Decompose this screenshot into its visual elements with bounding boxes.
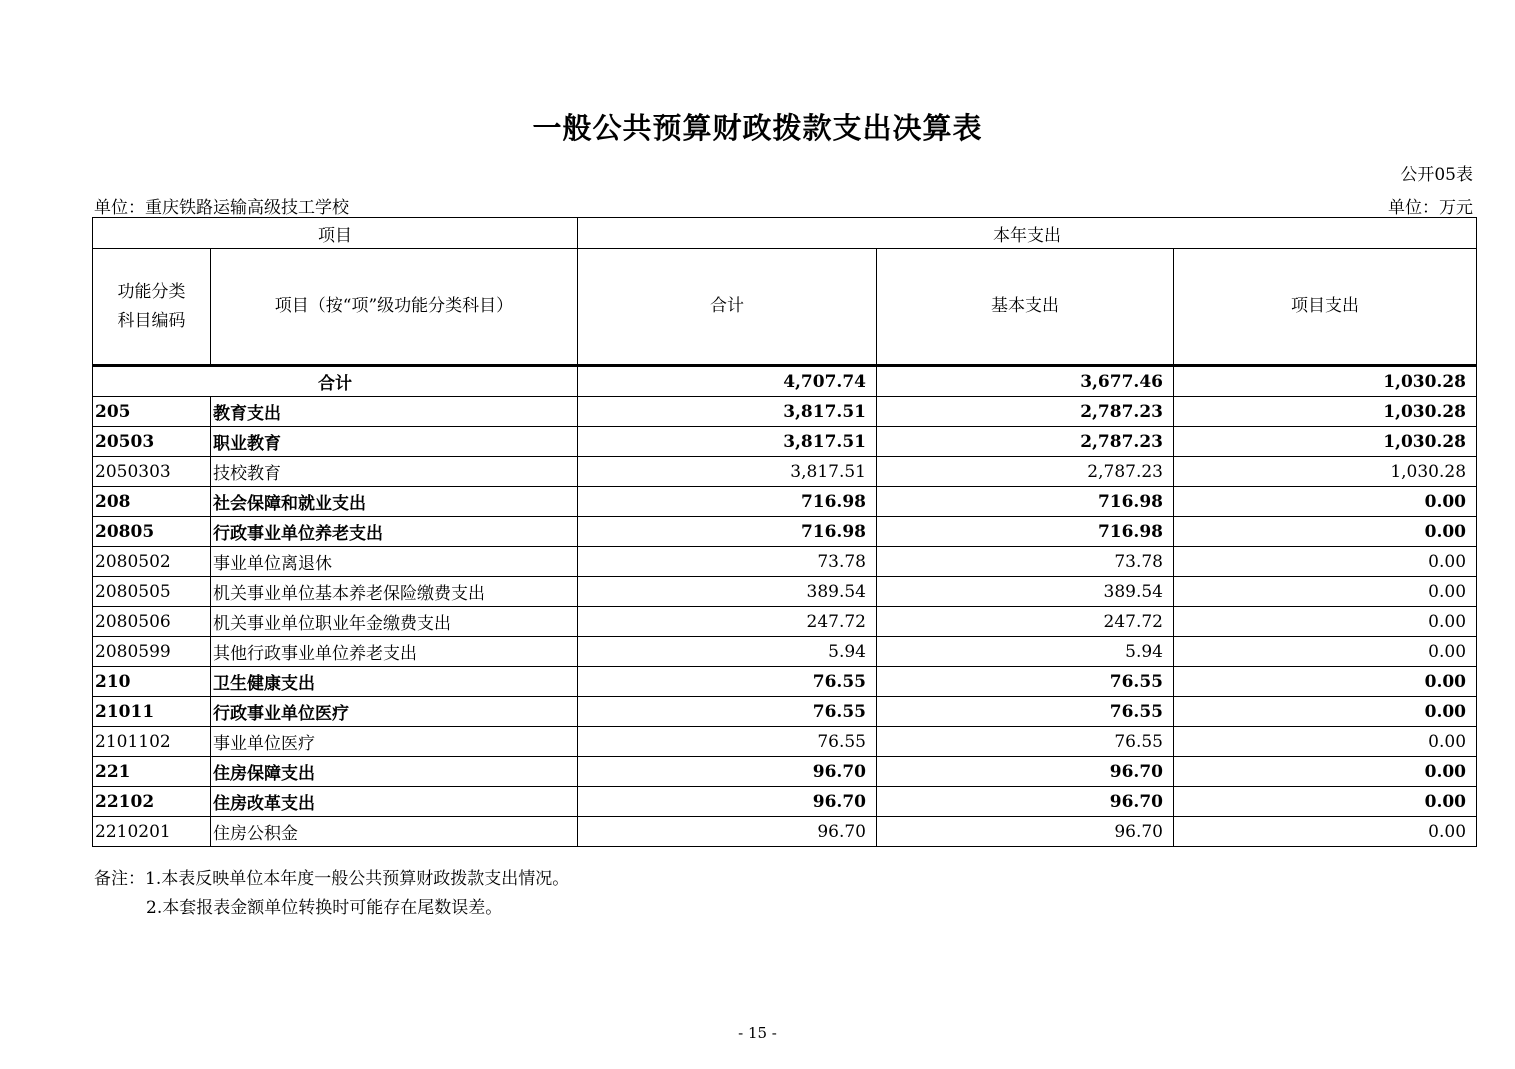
row-project: 0.00 (1174, 607, 1477, 637)
header-total: 合计 (578, 249, 877, 365)
row-name: 行政事业单位养老支出 (211, 517, 578, 547)
row-total: 76.55 (578, 667, 877, 697)
row-code: 2210201 (93, 817, 211, 847)
row-name: 住房公积金 (211, 817, 578, 847)
header-row-columns (93, 249, 1477, 365)
row-project: 0.00 (1174, 787, 1477, 817)
row-code: 205 (93, 397, 211, 427)
row-project: 0.00 (1174, 547, 1477, 577)
row-total: 716.98 (578, 517, 877, 547)
row-basic: 5.94 (877, 637, 1174, 667)
row-total: 247.72 (578, 607, 877, 637)
row-name: 社会保障和就业支出 (211, 487, 578, 517)
row-code: 210 (93, 667, 211, 697)
row-basic: 76.55 (877, 697, 1174, 727)
row-code: 22102 (93, 787, 211, 817)
total-total: 4,707.74 (578, 366, 877, 397)
row-name: 职业教育 (211, 427, 578, 457)
row-total: 96.70 (578, 787, 877, 817)
row-code: 2050303 (93, 457, 211, 487)
row-code: 2080506 (93, 607, 211, 637)
header-project-group: 项目 (93, 218, 578, 249)
row-total: 96.70 (578, 817, 877, 847)
header-project: 项目支出 (1174, 249, 1477, 365)
row-total: 96.70 (578, 757, 877, 787)
row-basic: 96.70 (877, 757, 1174, 787)
table-row (93, 427, 1477, 457)
note-1: 备注：1.本表反映单位本年度一般公共预算财政拨款支出情况。 (94, 869, 570, 889)
row-code: 221 (93, 757, 211, 787)
row-total: 76.55 (578, 697, 877, 727)
document-title: 一般公共预算财政拨款支出决算表 (532, 111, 983, 145)
table-row (93, 757, 1477, 787)
total-project: 1,030.28 (1174, 366, 1477, 397)
row-name: 住房保障支出 (211, 757, 578, 787)
row-project: 0.00 (1174, 667, 1477, 697)
row-basic: 389.54 (877, 577, 1174, 607)
table-row (93, 607, 1477, 637)
table-row (93, 697, 1477, 727)
table-row (93, 397, 1477, 427)
row-basic: 2,787.23 (877, 457, 1174, 487)
row-total: 5.94 (578, 637, 877, 667)
table-row (93, 667, 1477, 697)
row-basic: 96.70 (877, 817, 1174, 847)
row-code: 21011 (93, 697, 211, 727)
total-label: 合计 (93, 366, 578, 397)
expenditure-table (92, 217, 1477, 847)
row-basic: 73.78 (877, 547, 1174, 577)
table-row (93, 577, 1477, 607)
row-name: 机关事业单位职业年金缴费支出 (211, 607, 578, 637)
row-name: 机关事业单位基本养老保险缴费支出 (211, 577, 578, 607)
row-project: 0.00 (1174, 757, 1477, 787)
header-row-group (93, 218, 1477, 249)
table-row (93, 787, 1477, 817)
row-basic: 247.72 (877, 607, 1174, 637)
row-total: 73.78 (578, 547, 877, 577)
row-total: 3,817.51 (578, 427, 877, 457)
row-code: 20503 (93, 427, 211, 457)
row-project: 0.00 (1174, 517, 1477, 547)
page-number: - 15 - (738, 1024, 777, 1042)
row-name: 其他行政事业单位养老支出 (211, 637, 578, 667)
row-code: 208 (93, 487, 211, 517)
header-basic: 基本支出 (877, 249, 1174, 365)
row-basic: 76.55 (877, 667, 1174, 697)
header-year-expense-group: 本年支出 (578, 218, 1477, 249)
row-code: 2101102 (93, 727, 211, 757)
row-name: 事业单位医疗 (211, 727, 578, 757)
row-name: 行政事业单位医疗 (211, 697, 578, 727)
row-project: 0.00 (1174, 727, 1477, 757)
header-name: 项目（按“项”级功能分类科目） (211, 249, 578, 365)
row-total: 389.54 (578, 577, 877, 607)
row-basic: 76.55 (877, 727, 1174, 757)
table-row (93, 817, 1477, 847)
row-basic: 96.70 (877, 787, 1174, 817)
row-name: 卫生健康支出 (211, 667, 578, 697)
row-name: 教育支出 (211, 397, 578, 427)
row-project: 1,030.28 (1174, 427, 1477, 457)
row-basic: 716.98 (877, 487, 1174, 517)
row-name: 技校教育 (211, 457, 578, 487)
row-project: 0.00 (1174, 637, 1477, 667)
row-code: 2080502 (93, 547, 211, 577)
table-row (93, 637, 1477, 667)
row-name: 事业单位离退休 (211, 547, 578, 577)
unit-name: 单位：重庆铁路运输高级技工学校 (94, 198, 349, 218)
row-project: 0.00 (1174, 577, 1477, 607)
row-total: 76.55 (578, 727, 877, 757)
row-code: 2080505 (93, 577, 211, 607)
unit-currency: 单位：万元 (1388, 198, 1473, 218)
row-project: 1,030.28 (1174, 457, 1477, 487)
row-total: 3,817.51 (578, 457, 877, 487)
total-row (93, 366, 1477, 397)
row-basic: 716.98 (877, 517, 1174, 547)
header-code: 功能分类科目编码 (93, 249, 211, 365)
note-2: 2.本套报表金额单位转换时可能存在尾数误差。 (146, 898, 503, 918)
table-row (93, 517, 1477, 547)
row-project: 0.00 (1174, 697, 1477, 727)
table-row (93, 487, 1477, 517)
row-total: 716.98 (578, 487, 877, 517)
table-row (93, 457, 1477, 487)
table-row (93, 547, 1477, 577)
row-project: 0.00 (1174, 817, 1477, 847)
table-number: 公开05表 (1400, 165, 1473, 185)
row-total: 3,817.51 (578, 397, 877, 427)
row-project: 1,030.28 (1174, 397, 1477, 427)
row-project: 0.00 (1174, 487, 1477, 517)
row-code: 2080599 (93, 637, 211, 667)
row-name: 住房改革支出 (211, 787, 578, 817)
table-row (93, 727, 1477, 757)
row-basic: 2,787.23 (877, 397, 1174, 427)
row-basic: 2,787.23 (877, 427, 1174, 457)
total-basic: 3,677.46 (877, 366, 1174, 397)
row-code: 20805 (93, 517, 211, 547)
